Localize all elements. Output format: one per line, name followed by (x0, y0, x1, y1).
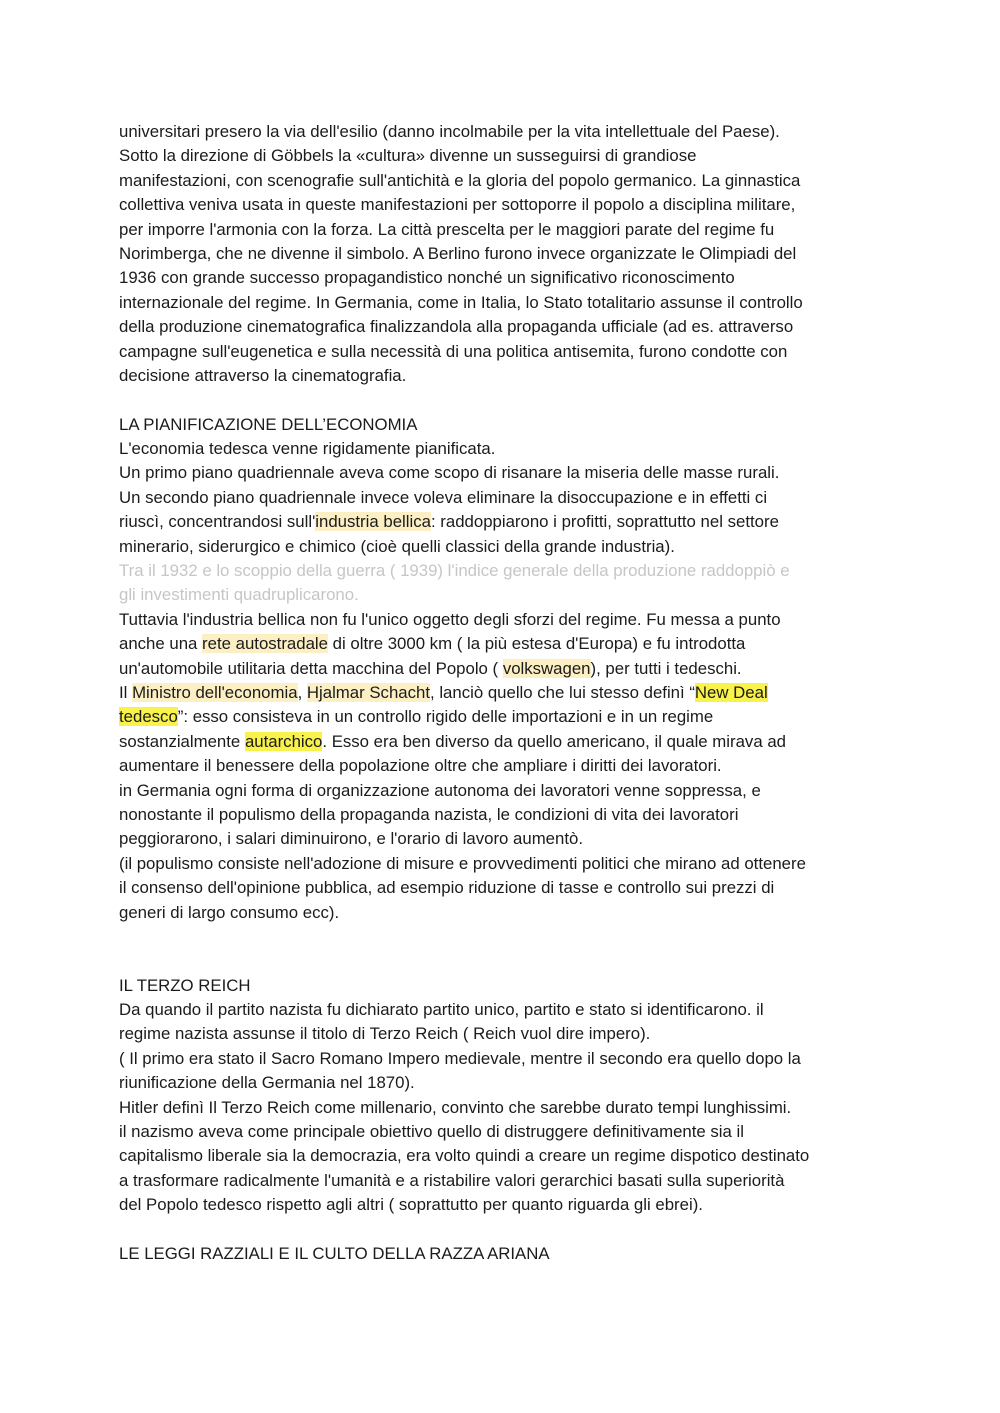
text-line: regime nazista assunse il titolo di Terzo Reich ( Reich vuol dire impero). (119, 1024, 651, 1044)
text-line: riunificazione della Germania nel 1870). (119, 1073, 415, 1093)
highlight-rete-autostradale: rete autostradale (202, 634, 328, 654)
text-line: 1936 con grande successo propagandistico nonché un significativo riconoscimento (119, 268, 735, 288)
text-line (119, 632, 889, 656)
text-span: Il (119, 682, 133, 702)
text-line: ( Il primo era stato il Sacro Romano Impero medievale, mentre il secondo era quello dopo la (119, 1048, 801, 1068)
highlight-industria-bellica: industria bellica (315, 512, 431, 532)
text-line: internazionale del regime. In Germania, come in Italia, lo Stato totalitario assunse il controllo (119, 292, 803, 312)
text-line: Da quando il partito nazista fu dichiarato partito unico, partito e stato si identificarono. il (119, 1000, 764, 1020)
text-span: riuscì, concentrandosi sull' (119, 512, 316, 532)
reich-section (119, 974, 889, 1218)
document-body (119, 120, 889, 1266)
text-line: Sotto la direzione di Göbbels la «cultura» divenne un susseguirsi di grandiose (119, 146, 697, 166)
text-span: ), per tutti i tedeschi. (590, 658, 742, 678)
text-line (119, 705, 889, 729)
faded-text-line: gli investimenti quadruplicarono. (119, 585, 359, 605)
text-line: il nazismo aveva come principale obiettivo quello di distruggere definitivamente sia il (119, 1122, 744, 1142)
text-line (119, 657, 889, 681)
text-line: Norimberga, che ne divenne il simbolo. A Berlino furono invece organizzate le Olimpiadi del (119, 243, 797, 263)
text-line: minerario, siderurgico e chimico (cioè quelli classici della grande industria). (119, 536, 675, 556)
text-line: capitalismo liberale sia la democrazia, era volto quindi a creare un regime dispotico destinato (119, 1146, 810, 1166)
text-line: della produzione cinematografica finalizzandola alla propaganda ufficiale (ad es. attraverso (119, 317, 794, 337)
text-line: in Germania ogni forma di organizzazione autonoma dei lavoratori venne soppressa, e (119, 780, 761, 800)
text-span: ”: esso consisteva in un controllo rigido delle importazioni e in un regime (177, 707, 714, 727)
highlight-tedesco: tedesco (119, 707, 178, 727)
text-line: (il populismo consiste nell'adozione di misure e provvedimenti politici che mirano ad ottenere (119, 853, 806, 873)
section-heading-economy: LA PIANIFICAZIONE DELL’ECONOMIA (119, 414, 418, 434)
text-span: : raddoppiarono i profitti, soprattutto nel settore (430, 512, 779, 532)
faded-text-line: Tra il 1932 e lo scoppio della guerra ( 1939) l'indice generale della produzione raddoppiò e (119, 561, 790, 581)
highlight-new-deal: New Deal (694, 682, 768, 702)
text-line: universitari presero la via dell'esilio (danno incolmabile per la vita intellettuale del Paese). (119, 122, 780, 141)
highlight-hjalmar-schacht: Hjalmar Schacht (306, 682, 430, 702)
text-line: per imporre l'armonia con la forza. La città prescelta per le maggiori parate del regime fu (119, 219, 775, 239)
text-line: nonostante il populismo della propaganda nazista, le condizioni di vita dei lavoratori (119, 804, 739, 824)
spacer (119, 1218, 889, 1242)
text-line (119, 730, 889, 754)
text-span: , (297, 682, 307, 702)
text-line: Un secondo piano quadriennale invece voleva eliminare la disoccupazione e in effetti ci (119, 487, 768, 507)
highlight-volkswagen: volkswagen (502, 658, 591, 678)
text-line (119, 510, 889, 534)
laws-section (119, 1242, 889, 1266)
text-span: un'automobile utilitaria detta macchina del Popolo ( (119, 658, 503, 678)
text-line (119, 681, 889, 705)
section-heading-laws: LE LEGGI RAZZIALI E IL CULTO DELLA RAZZA ARIANA (119, 1243, 550, 1263)
text-span: . Esso era ben diverso da quello americano, il quale mirava ad (322, 731, 786, 751)
text-line: Hitler definì Il Terzo Reich come millenario, convinto che sarebbe durato tempi lunghissimi. (119, 1097, 792, 1117)
section-heading-reich: IL TERZO REICH (119, 975, 251, 995)
text-line: a trasformare radicalmente l'umanità e a ristabilire valori gerarchici basati sulla superiorità (119, 1170, 785, 1190)
text-span: di oltre 3000 km ( la più estesa d'Europa) e fu introdotta (328, 634, 746, 654)
text-line: il consenso dell'opinione pubblica, ad esempio riduzione di tasse e controllo sui prezzi di (119, 878, 775, 898)
text-line: Un primo piano quadriennale aveva come scopo di risanare la miseria delle masse rurali. (119, 463, 780, 483)
economy-section (119, 413, 889, 925)
text-line: campagne sull'eugenetica e sulla necessità di una politica antisemita, furono condotte con (119, 341, 788, 361)
text-span: sostanzialmente (119, 731, 245, 751)
spacer (119, 388, 889, 412)
text-line: aumentare il benessere della popolazione oltre che ampliare i diritti dei lavoratori. (119, 756, 722, 776)
spacer (119, 925, 889, 974)
text-line: collettiva veniva usata in queste manifestazioni per sottoporre il popolo a disciplina militare, (119, 195, 796, 215)
text-span: , lanciò quello che lui stesso definì “ (430, 682, 695, 702)
text-span: anche una (119, 634, 203, 654)
highlight-autarchico: autarchico (244, 731, 323, 751)
text-line: manifestazioni, con scenografie sull'antichità e la gloria del popolo germanico. La ginnastica (119, 170, 801, 190)
highlight-ministro-economia: Ministro dell'economia (132, 682, 298, 702)
intro-paragraph (119, 120, 889, 388)
text-line: del Popolo tedesco rispetto agli altri ( soprattutto per quanto riguarda gli ebrei). (119, 1195, 703, 1215)
text-line: L'economia tedesca venne rigidamente pianificata. (119, 439, 496, 459)
text-line: Tuttavia l'industria bellica non fu l'unico oggetto degli sforzi del regime. Fu messa a punto (119, 609, 781, 629)
text-line: generi di largo consumo ecc). (119, 902, 340, 922)
text-line: peggiorarono, i salari diminuirono, e l'orario di lavoro aumentò. (119, 829, 584, 849)
text-line: decisione attraverso la cinematografia. (119, 365, 407, 385)
